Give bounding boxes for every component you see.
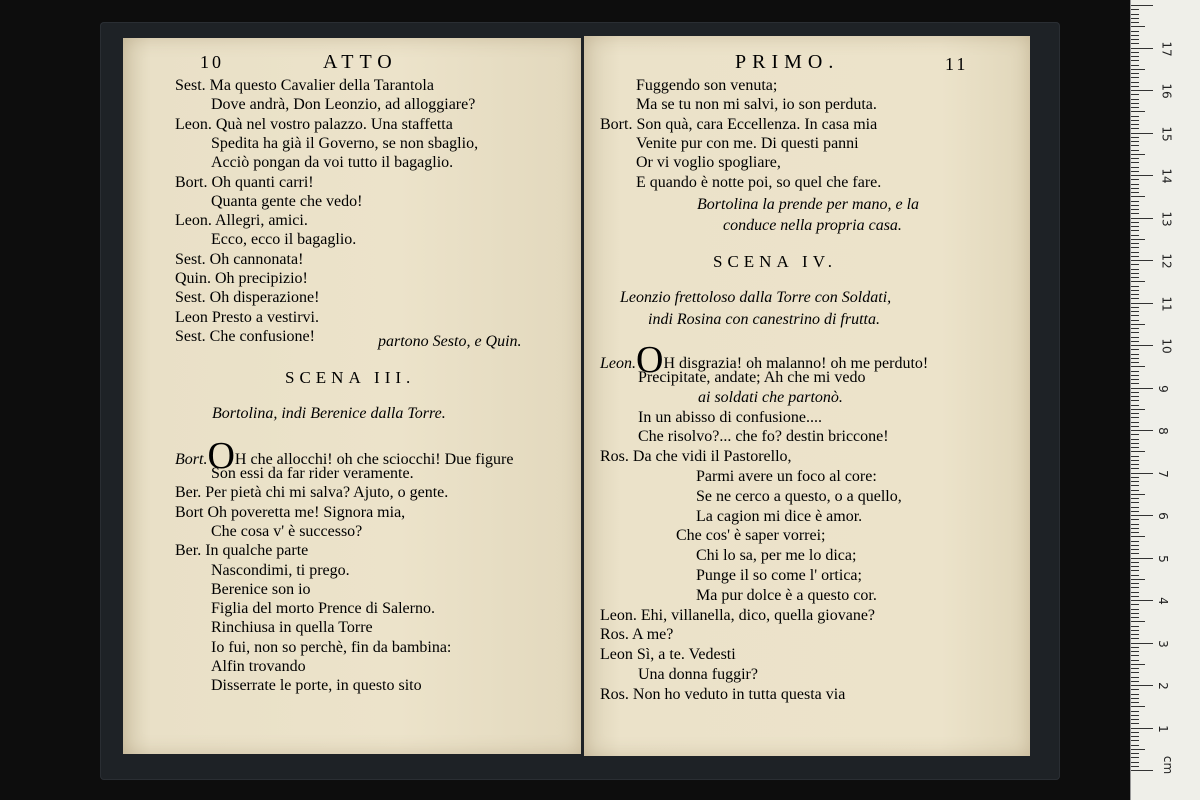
ruler-tick <box>1131 766 1139 767</box>
ruler-tick <box>1131 60 1139 61</box>
ruler-tick <box>1131 672 1139 673</box>
ruler-tick <box>1131 196 1145 197</box>
ruler-tick <box>1131 583 1139 584</box>
ruler-tick <box>1131 154 1145 155</box>
ruler-tick <box>1131 226 1139 227</box>
ruler-number: 12 <box>1159 253 1174 269</box>
ruler-tick <box>1131 222 1139 223</box>
ruler-tick <box>1131 468 1139 469</box>
ruler-tick <box>1131 655 1139 656</box>
ruler-tick <box>1131 354 1139 355</box>
ruler-tick <box>1131 311 1139 312</box>
ruler-tick <box>1131 116 1139 117</box>
ruler-tick <box>1131 256 1139 257</box>
ruler-tick <box>1131 685 1153 686</box>
ruler-number: 15 <box>1159 125 1174 142</box>
text-line: Quanta gente che vedo! <box>211 192 363 210</box>
right-page-number: 11 <box>945 54 969 74</box>
text-line: Ros. Non ho veduto in tutta questa via <box>600 685 846 703</box>
ruler-number: 9 <box>1155 384 1170 393</box>
ruler-tick <box>1131 434 1139 435</box>
ruler-tick <box>1131 498 1139 499</box>
ruler-tick <box>1131 481 1139 482</box>
ruler-tick <box>1131 638 1139 639</box>
text-line: Ber. In qualche parte <box>175 542 309 560</box>
ruler-tick <box>1131 524 1139 525</box>
ruler-tick <box>1131 621 1145 622</box>
ruler-tick <box>1131 213 1139 214</box>
right-scene-title: SCENA IV. <box>713 252 838 271</box>
ruler-tick <box>1131 371 1139 372</box>
ruler-tick <box>1131 145 1139 146</box>
ruler-tick <box>1131 647 1139 648</box>
ruler-number: 1 <box>1155 724 1170 733</box>
text-line: Nascondimi, ti prego. <box>211 561 350 579</box>
ruler-tick <box>1131 668 1139 669</box>
right-scene-description-1: Leonzio frettoloso dalla Torre con Soldati, <box>620 289 892 306</box>
text-line: Acciò pongan da voi tutto il bagaglio. <box>211 154 454 172</box>
text-line: Rinchiusa in quella Torre <box>211 619 373 637</box>
ruler-tick <box>1131 451 1145 452</box>
ruler-tick <box>1131 511 1139 512</box>
ruler-tick <box>1131 358 1139 359</box>
text-line: Berenice son io <box>211 580 311 598</box>
ruler-number: 2 <box>1155 682 1170 690</box>
ruler-tick <box>1131 723 1139 724</box>
ruler-tick <box>1131 9 1139 10</box>
text-line: Alfin trovando <box>211 658 306 675</box>
ruler-tick <box>1131 439 1139 440</box>
ruler-tick <box>1131 201 1139 202</box>
ruler-tick <box>1131 694 1139 695</box>
ruler-tick <box>1131 579 1145 580</box>
ruler-tick <box>1131 728 1153 729</box>
ruler-tick <box>1131 345 1153 346</box>
ruler-tick <box>1131 290 1139 291</box>
ruler-tick <box>1131 553 1139 554</box>
ruler-tick <box>1131 349 1139 350</box>
ruler-tick <box>1131 209 1139 210</box>
ruler-tick <box>1131 35 1139 36</box>
text-line: Ros. A me? <box>600 626 674 644</box>
ruler-tick <box>1131 48 1153 49</box>
ruler-tick <box>1131 324 1145 325</box>
ruler-tick <box>1131 230 1139 231</box>
ruler-tick <box>1131 150 1139 151</box>
ruler-tick <box>1131 5 1153 6</box>
text-line: Leon. Ehi, villanella, dico, quella giovane? <box>600 606 876 624</box>
left-running-header: ATTO <box>323 51 398 73</box>
ruler-tick <box>1131 592 1139 593</box>
text-line: ai soldati che partonò. <box>698 388 843 406</box>
text-line: La cagion mi dice è amor. <box>696 507 863 525</box>
ruler-tick <box>1131 264 1139 265</box>
ruler-tick <box>1131 133 1153 134</box>
text-line: Leon. Quà nel vostro palazzo. Una staffetta <box>175 115 453 133</box>
ruler-tick <box>1131 575 1139 576</box>
ruler-tick <box>1131 269 1139 270</box>
text-line: Sest. Ma questo Cavalier della Tarantola <box>175 77 434 94</box>
ruler-tick <box>1131 141 1139 142</box>
ruler-tick <box>1131 281 1145 282</box>
ruler-number: 17 <box>1159 40 1174 57</box>
ruler-tick <box>1131 417 1139 418</box>
ruler-tick <box>1131 711 1139 712</box>
left-exit-note: partono Sesto, e Quin. <box>378 333 522 350</box>
text-line: Una donna fuggir? <box>638 666 758 683</box>
text-line: Venite pur con me. Di questi panni <box>636 134 859 152</box>
ruler-tick <box>1131 689 1139 690</box>
ruler-tick <box>1131 65 1139 66</box>
right-running-header: PRIMO. <box>735 51 840 73</box>
ruler-tick <box>1131 69 1145 70</box>
ruler-tick <box>1131 171 1139 172</box>
text-line: E quando è notte poi, so quel che fare. <box>636 173 882 191</box>
ruler-tick <box>1131 235 1139 236</box>
left-scene-title: SCENA III. <box>285 368 416 387</box>
ruler-tick <box>1131 188 1139 189</box>
ruler-tick <box>1131 660 1139 661</box>
ruler-tick <box>1131 532 1139 533</box>
ruler-unit-label: cm <box>1161 755 1176 775</box>
text-line: Leon. Allegri, amici. <box>175 212 308 230</box>
ruler-tick <box>1131 111 1145 112</box>
ruler-number: 8 <box>1155 427 1170 435</box>
right-stage-direction-2: conduce nella propria casa. <box>723 217 902 234</box>
ruler-tick <box>1131 192 1139 193</box>
measurement-ruler <box>1130 0 1200 800</box>
ruler-tick <box>1131 409 1145 410</box>
ruler-tick <box>1131 260 1153 261</box>
ruler-tick <box>1131 600 1153 601</box>
ruler-number: 13 <box>1159 210 1174 227</box>
text-line: Figlia del morto Prence di Salerno. <box>211 600 435 618</box>
ruler-tick <box>1131 337 1139 338</box>
ruler-tick <box>1131 413 1139 414</box>
ruler-tick <box>1131 341 1139 342</box>
ruler-tick <box>1131 549 1139 550</box>
ruler-tick <box>1131 82 1139 83</box>
ruler-tick <box>1131 740 1139 741</box>
ruler-tick <box>1131 643 1153 644</box>
left-drop-rest: H che allocchi! oh che sciocchi! Due figure <box>234 451 514 468</box>
text-line: Che risolvo?... che fo? destin briccone! <box>638 428 889 446</box>
text-line: Dove andrà, Don Leonzio, ad alloggiare? <box>211 96 476 114</box>
ruler-tick <box>1131 447 1139 448</box>
ruler-tick <box>1131 494 1145 495</box>
ruler-tick <box>1131 536 1145 537</box>
ruler-tick <box>1131 626 1139 627</box>
ruler-tick <box>1131 383 1139 384</box>
text-line: Bort. Oh quanti carri! <box>175 173 314 191</box>
text-line: Se ne cerco a questo, o a quello, <box>696 487 902 505</box>
left-drop-cap: O <box>207 435 235 477</box>
ruler-tick <box>1131 664 1145 665</box>
ruler-tick <box>1131 247 1139 248</box>
text-line: Io fui, non so perchè, fin da bambina: <box>211 638 452 656</box>
ruler-tick <box>1131 332 1139 333</box>
ruler-tick <box>1131 485 1139 486</box>
ruler-tick <box>1131 677 1139 678</box>
ruler-tick <box>1131 570 1139 571</box>
text-line: Spedita ha già il Governo, se non sbaglio, <box>211 134 479 152</box>
ruler-tick <box>1131 73 1139 74</box>
ruler-tick <box>1131 736 1139 737</box>
ruler-tick <box>1131 175 1153 176</box>
text-line: Sest. Oh cannonata! <box>175 250 304 268</box>
right-drop-rest: H disgrazia! oh malanno! oh me perduto! <box>663 355 929 372</box>
ruler-tick <box>1131 681 1139 682</box>
ruler-tick <box>1131 562 1139 563</box>
ruler-tick <box>1131 460 1139 461</box>
right-stage-direction-1: Bortolina la prende per mano, e la <box>697 196 920 213</box>
ruler-tick <box>1131 426 1139 427</box>
ruler-tick <box>1131 218 1153 219</box>
ruler-tick <box>1131 379 1139 380</box>
right-scene-description-2: indi Rosina con canestrino di frutta. <box>648 311 880 328</box>
ruler-tick <box>1131 273 1139 274</box>
ruler-tick <box>1131 26 1145 27</box>
ruler-tick <box>1131 94 1139 95</box>
ruler-tick <box>1131 753 1139 754</box>
ruler-tick <box>1131 630 1139 631</box>
text-line: Leon Presto a vestirvi. <box>175 308 319 326</box>
ruler-tick <box>1131 388 1153 389</box>
ruler-tick <box>1131 294 1139 295</box>
ruler-number: 16 <box>1159 83 1174 99</box>
ruler-tick <box>1131 490 1139 491</box>
ruler-tick <box>1131 184 1139 185</box>
ruler-tick <box>1131 745 1139 746</box>
ruler-tick <box>1131 443 1139 444</box>
ruler-tick <box>1131 239 1145 240</box>
ruler-tick <box>1131 698 1139 699</box>
ruler-tick <box>1131 464 1139 465</box>
ruler-tick <box>1131 124 1139 125</box>
ruler-tick <box>1131 715 1139 716</box>
ruler-tick <box>1131 651 1139 652</box>
ruler-tick <box>1131 396 1139 397</box>
text-line: Sest. Che confusione! <box>175 327 315 345</box>
ruler-tick <box>1131 18 1139 19</box>
text-line: Disserrate le porte, in questo sito <box>211 677 422 695</box>
ruler-tick <box>1131 99 1139 100</box>
ruler-tick <box>1131 252 1139 253</box>
text-line: Che cos' è saper vorrei; <box>676 527 826 545</box>
ruler-tick <box>1131 609 1139 610</box>
ruler-tick <box>1131 566 1139 567</box>
ruler-tick <box>1131 320 1139 321</box>
right-drop-speaker: Leon. <box>600 355 636 372</box>
ruler-number: 7 <box>1155 469 1170 478</box>
ruler-tick <box>1131 162 1139 163</box>
ruler-tick <box>1131 477 1139 478</box>
ruler-tick <box>1131 528 1139 529</box>
text-line: Che cosa v' è successo? <box>211 522 363 540</box>
ruler-tick <box>1131 39 1139 40</box>
text-line: Parmi avere un foco al core: <box>696 468 877 485</box>
text-line: Fuggendo son venuta; <box>636 77 778 94</box>
ruler-tick <box>1131 706 1145 707</box>
ruler-tick <box>1131 120 1139 121</box>
ruler-tick <box>1131 515 1153 516</box>
ruler-tick <box>1131 596 1139 597</box>
ruler-tick <box>1131 86 1139 87</box>
ruler-tick <box>1131 604 1139 605</box>
ruler-tick <box>1131 137 1139 138</box>
ruler-tick <box>1131 77 1139 78</box>
ruler-tick <box>1131 277 1139 278</box>
ruler-tick <box>1131 749 1145 750</box>
ruler-tick <box>1131 617 1139 618</box>
ruler-tick <box>1131 405 1139 406</box>
ruler-tick <box>1131 362 1139 363</box>
ruler-tick <box>1131 507 1139 508</box>
ruler-tick <box>1131 430 1153 431</box>
ruler-tick <box>1131 519 1139 520</box>
text-line: Ma pur dolce è a questo cor. <box>696 586 877 604</box>
ruler-tick <box>1131 128 1139 129</box>
text-line: Ma se tu non mi salvi, io son perduta. <box>636 96 877 114</box>
ruler-tick <box>1131 22 1139 23</box>
ruler-tick <box>1131 558 1153 559</box>
ruler-tick <box>1131 422 1139 423</box>
ruler-tick <box>1131 613 1139 614</box>
ruler-tick <box>1131 205 1139 206</box>
ruler-tick <box>1131 103 1139 104</box>
text-line: Leon Sì, a te. Vedesti <box>600 646 736 664</box>
ruler-tick <box>1131 179 1139 180</box>
text-line: Quin. Oh precipizio! <box>175 270 308 287</box>
ruler-number: 3 <box>1155 639 1170 648</box>
left-scene-description: Bortolina, indi Berenice dalla Torre. <box>212 405 446 422</box>
ruler-tick <box>1131 634 1139 635</box>
text-line: Son essi da far rider veramente. <box>211 465 414 482</box>
text-line: Sest. Oh disperazione! <box>175 289 320 307</box>
ruler-tick <box>1131 286 1139 287</box>
ruler-tick <box>1131 158 1139 159</box>
ruler-tick <box>1131 375 1139 376</box>
ruler-tick <box>1131 757 1139 758</box>
ruler-tick <box>1131 243 1139 244</box>
text-line: Bort Oh poveretta me! Signora mia, <box>175 503 406 521</box>
ruler-tick <box>1131 14 1139 15</box>
ruler-number: 14 <box>1159 168 1174 184</box>
text-line: Or vi voglio spogliare, <box>636 154 781 172</box>
text-line: Bort. Son quà, cara Eccellenza. In casa mia <box>600 115 878 133</box>
ruler-tick <box>1131 719 1139 720</box>
ruler-tick <box>1131 107 1139 108</box>
right-drop-cap: O <box>636 339 664 381</box>
text-line: Chi lo sa, per me lo dica; <box>696 547 857 565</box>
ruler-tick <box>1131 545 1139 546</box>
left-drop-speaker: Bort. <box>175 451 208 468</box>
text-line: Ros. Da che vidi il Pastorello, <box>600 448 792 466</box>
ruler-tick <box>1131 56 1139 57</box>
ruler-tick <box>1131 541 1139 542</box>
ruler-tick <box>1131 307 1139 308</box>
ruler-tick <box>1131 328 1139 329</box>
ruler-tick <box>1131 43 1139 44</box>
text-line: Ber. Per pietà chi mi salva? Ajuto, o gente. <box>175 484 449 502</box>
ruler-tick <box>1131 392 1139 393</box>
ruler-tick <box>1131 502 1139 503</box>
ruler-tick <box>1131 303 1153 304</box>
ruler-number: 6 <box>1155 512 1170 520</box>
text-line: Ecco, ecco il bagaglio. <box>211 231 357 249</box>
ruler-tick <box>1131 702 1139 703</box>
ruler-number: 10 <box>1159 338 1174 354</box>
ruler-tick <box>1131 298 1139 299</box>
left-page-number: 10 <box>200 52 224 72</box>
text-line: Precipitate, andate; Ah che mi vedo <box>638 369 866 386</box>
text-line: In un abisso di confusione.... <box>638 408 822 426</box>
ruler-tick <box>1131 587 1139 588</box>
ruler-tick <box>1131 456 1139 457</box>
ruler-tick <box>1131 366 1145 367</box>
ruler-tick <box>1131 315 1139 316</box>
ruler-tick <box>1131 473 1153 474</box>
ruler-tick <box>1131 167 1139 168</box>
ruler-tick <box>1131 31 1139 32</box>
ruler-tick <box>1131 762 1139 763</box>
ruler-tick <box>1131 770 1153 771</box>
text-line: Punge il so come l' ortica; <box>696 567 862 584</box>
ruler-tick <box>1131 732 1139 733</box>
ruler-number: 5 <box>1155 554 1170 563</box>
ruler-tick <box>1131 400 1139 401</box>
ruler-number: 11 <box>1159 295 1174 312</box>
ruler-tick <box>1131 52 1139 53</box>
ruler-tick <box>1131 90 1153 91</box>
ruler-number: 4 <box>1155 597 1170 605</box>
